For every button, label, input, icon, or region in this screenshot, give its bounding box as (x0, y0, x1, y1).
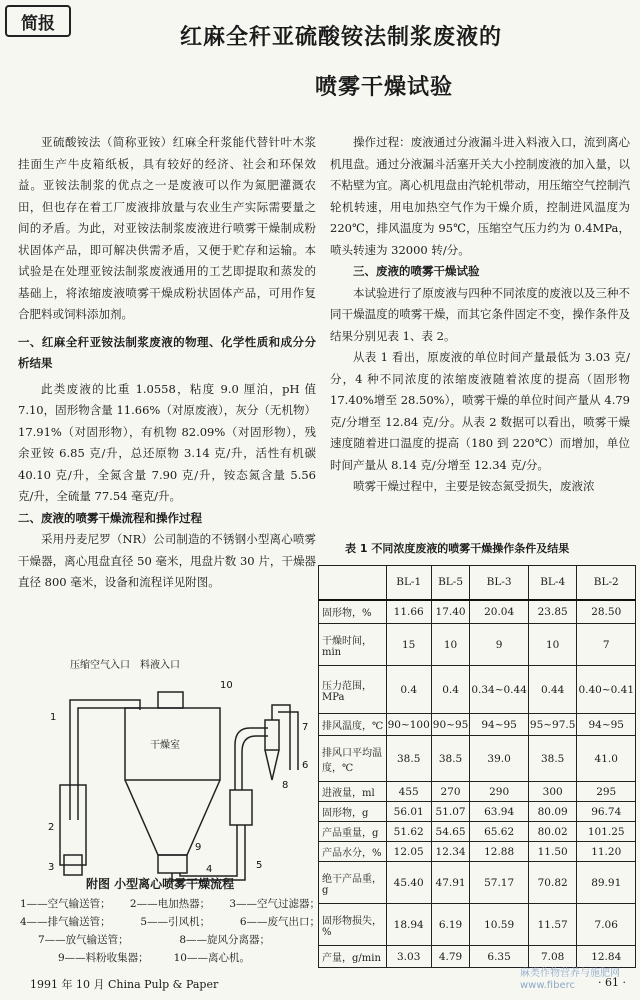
table-cell: 10 (431, 624, 470, 666)
table-row-label: 固形物损失，% (319, 904, 387, 946)
section3-heading: 三、废液的喷雾干燥试验 (353, 264, 480, 278)
fig-number-8: 8 (282, 780, 289, 791)
section3-paragraph3: 喷雾干燥过程中，主要是铵态氮受损失，废液浓 (353, 479, 595, 493)
table-cell: 57.17 (470, 862, 529, 904)
journal-footer: 1991 年 10 月 China Pulp & Paper (30, 978, 219, 991)
table-header-cell: BL-3 (470, 566, 529, 600)
legend-item: 2——电加热器； (129, 898, 211, 910)
table-row-label: 绝干产品重，g (319, 862, 387, 904)
table-cell: 0.34~0.44 (470, 666, 529, 714)
table-cell: 63.94 (470, 802, 529, 822)
table-row (319, 666, 636, 714)
table-row-label: 固形物，g (319, 802, 387, 822)
table-cell: 41.0 (577, 736, 636, 782)
fig-number-1: 1 (50, 712, 57, 723)
feed-inlet-label: 料液入口 (140, 660, 180, 671)
table-row (319, 714, 636, 736)
fig-number-3: 3 (48, 862, 55, 873)
table-cell: 11.50 (528, 842, 577, 862)
table-cell: 70.82 (528, 862, 577, 904)
section1-heading: 一、红麻全秆亚铵法制浆废液的物理、化学性质和成分分析结果 (18, 334, 316, 370)
legend-item: 8——旋风分离器； (179, 934, 270, 946)
table-row (319, 862, 636, 904)
section3-paragraph2: 从表 1 看出，原废液的单位时间产量最低为 3.03 克/分，4 种不同浓度的浓缩废液随着浓度的提高（固形物 17.40%增至 28.50%），喷雾干燥的单位时间产量从 4.79 克/分增至 12.84 克/分。从表 2 数据可以看出，喷雾干燥速度随着进口温度的提高（180 到 220℃）而增加，单位时间产量从 8.14 克/分增至 12.34 克/分。 (330, 350, 630, 472)
table-row (319, 624, 636, 666)
section1-paragraph: 此类废液的比重 1.0558，粘度 9.0 厘泊，pH 值 7.10，固形物含量 11.66%（对原废液），灰分（无机物）17.91%（对固形物），有机物 82.09%（对固形物），残余亚铵 6.85 克/升，总还原物 3.14 克/升，活性有机碳 40.10 克/升，全氮含量 7.90 克/升，铵态氮含量 5.56 克/升，全硫量 77.54 毫克/升。 (18, 381, 316, 503)
legend-item: 7——放气输送管； (38, 934, 129, 946)
right-column (330, 132, 630, 498)
table-cell: 270 (431, 782, 470, 802)
table-cell: 0.4 (431, 666, 470, 714)
table-cell: 28.50 (577, 600, 636, 624)
fig-number-2: 2 (48, 822, 55, 833)
table-row-label: 产品水分，% (319, 842, 387, 862)
table-cell: 455 (386, 782, 431, 802)
table-cell: 0.44 (528, 666, 577, 714)
legend-item: 6——废气出口； (239, 916, 320, 928)
table-row-label: 压力范围，MPa (319, 666, 387, 714)
figure-caption: 附图 小型离心喷雾干燥流程 (86, 877, 235, 891)
table-header-cell (319, 566, 387, 600)
table-cell: 95~97.5 (528, 714, 577, 736)
table-cell: 94~95 (470, 714, 529, 736)
table-cell: 6.35 (470, 946, 529, 968)
induced-draft-fan (230, 790, 252, 825)
table-cell: 7.06 (577, 904, 636, 946)
table-header-cell: BL-4 (528, 566, 577, 600)
table-cell: 38.5 (528, 736, 577, 782)
table-cell: 89.91 (577, 862, 636, 904)
table-cell: 15 (386, 624, 431, 666)
section2-heading: 二、废液的喷雾干燥流程和操作过程 (18, 510, 202, 525)
table-cell: 18.94 (386, 904, 431, 946)
intro-paragraph: 亚硫酸铵法（简称亚铵）红麻全秆浆能代替针叶木浆挂面生产牛皮箱纸板，具有较好的经济、社会和环保效益。亚铵法制浆的优点之一是废液可以作为氮肥灌溉农田，但也存在着工厂废液排放量与农业生产实际需要量之间的矛盾。为此，对亚铵法制浆废液进行喷雾干燥制成粉状固体产品，即可解决供需矛盾，又便于贮存和运输。本试验是在处理亚铵法制浆废液通用的工艺即提取和蒸发的基础上，将浓缩废液喷雾干燥成粉状固体产品，可用作复合肥料或饲料添加剂。 (18, 135, 316, 321)
table-cell: 38.5 (386, 736, 431, 782)
table-cell: 54.65 (431, 822, 470, 842)
table-row-label: 产量，g/min (319, 946, 387, 968)
table-cell: 47.91 (431, 862, 470, 904)
table-cell: 51.62 (386, 822, 431, 842)
table-cell: 80.02 (528, 822, 577, 842)
table-row-label: 固形物，% (319, 600, 387, 624)
table-row (319, 600, 636, 624)
section-tag: 简报 (5, 5, 71, 37)
spray-dryer-diagram (30, 650, 315, 885)
section2-paragraph: 采用丹麦尼罗（NR）公司制造的不锈钢小型离心喷雾干燥器，离心甩盘直径 50 毫米，甩盘片数 30 片，干燥器直径 800 毫米，设备和流程详见附图。 (18, 532, 316, 589)
table-row (319, 904, 636, 946)
table-cell: 10 (528, 624, 577, 666)
chamber-label: 干燥室 (150, 740, 180, 751)
table-cell: 290 (470, 782, 529, 802)
table-row-label: 进液量，ml (319, 782, 387, 802)
table-cell: 17.40 (431, 600, 470, 624)
table-cell: 65.62 (470, 822, 529, 842)
table-header-cell: BL-5 (431, 566, 470, 600)
watermark: 麻类作物营养与施肥网 www.fiberc (520, 968, 620, 991)
legend-item: 10——离心机。 (173, 952, 250, 964)
legend-item: 9——料粉收集器； (58, 952, 149, 964)
table-cell: 45.40 (386, 862, 431, 904)
table-cell: 12.88 (470, 842, 529, 862)
table-row-label: 排风口平均温度，℃ (319, 736, 387, 782)
table-header-cell: BL-1 (386, 566, 431, 600)
operation-paragraph: 操作过程：废液通过分液漏斗进入料液入口，流到离心机甩盘。通过分液漏斗活塞开关大小控制废液的加入量，以不粘壁为宜。离心机甩盘由汽轮机带动，用压缩空气控制汽轮机转速，用电加热空气作为干燥介质，控制进风温度为 220℃，排风温度为 95℃，压缩空气压力约为 0.4MPa，喷头转速为 32000 转/分。 (330, 135, 630, 257)
fig-number-5: 5 (256, 860, 263, 871)
table-cell: 94~95 (577, 714, 636, 736)
table1-caption: 表 1 不同浓度废液的喷雾干燥操作条件及结果 (345, 542, 570, 555)
table-cell: 300 (528, 782, 577, 802)
table-cell: 12.84 (577, 946, 636, 968)
article-title-line1: 红麻全秆亚硫酸铵法制浆废液的 (180, 25, 503, 50)
table-row (319, 842, 636, 862)
table-cell: 39.0 (470, 736, 529, 782)
figure-legend (20, 895, 320, 967)
legend-item: 4——排气输送管； (20, 916, 111, 928)
section3-paragraph1: 本试验进行了原废液与四种不同浓度的废液以及三种不同干燥温度的喷雾干燥，而其它条件固定不变，操作条件及结果分别见表 1、表 2。 (330, 285, 630, 343)
table-cell: 9 (470, 624, 529, 666)
table-cell: 11.66 (386, 600, 431, 624)
table-cell: 12.34 (431, 842, 470, 862)
table-row (319, 736, 636, 782)
left-column (18, 132, 316, 594)
powder-collector (158, 855, 187, 873)
cyclone-separator (265, 720, 279, 750)
table-cell: 23.85 (528, 600, 577, 624)
table-header-cell: BL-2 (577, 566, 636, 600)
legend-item: 5——引风机； (140, 916, 211, 928)
table-row-label: 排风温度，℃ (319, 714, 387, 736)
table-cell: 0.40~0.41 (577, 666, 636, 714)
table-cell: 80.09 (528, 802, 577, 822)
table-cell: 10.59 (470, 904, 529, 946)
page-number: · 61 · (598, 976, 626, 989)
table-row (319, 782, 636, 802)
table-cell: 38.5 (431, 736, 470, 782)
table-cell: 7.08 (528, 946, 577, 968)
table-cell: 90~100 (386, 714, 431, 736)
centrifuge (158, 692, 183, 708)
table-cell: 11.57 (528, 904, 577, 946)
air-inlet-label: 压缩空气入口 (70, 660, 130, 671)
table-cell: 7 (577, 624, 636, 666)
fig-number-4: 4 (206, 864, 213, 875)
table-row-label: 产品重量，g (319, 822, 387, 842)
table-cell: 101.25 (577, 822, 636, 842)
table-cell: 12.05 (386, 842, 431, 862)
table-cell: 295 (577, 782, 636, 802)
fig-number-9: 9 (195, 842, 202, 853)
table-row (319, 822, 636, 842)
fig-number-7: 7 (302, 722, 309, 733)
table-cell: 56.01 (386, 802, 431, 822)
table-cell: 6.19 (431, 904, 470, 946)
table-row (319, 802, 636, 822)
table-cell: 3.03 (386, 946, 431, 968)
fig-number-10: 10 (220, 680, 233, 691)
electric-heater (60, 785, 86, 865)
table-cell: 96.74 (577, 802, 636, 822)
table-cell: 4.79 (431, 946, 470, 968)
article-title-line2: 喷雾干燥试验 (315, 75, 454, 100)
table1 (318, 565, 636, 968)
table-cell: 90~95 (431, 714, 470, 736)
table-cell: 20.04 (470, 600, 529, 624)
table-cell: 11.20 (577, 842, 636, 862)
table-row-label: 干燥时间，min (319, 624, 387, 666)
legend-item: 3——空气过滤器； (229, 898, 320, 910)
legend-item: 1——空气输送管； (20, 898, 111, 910)
table-cell: 51.07 (431, 802, 470, 822)
table-row (319, 946, 636, 968)
table-cell: 0.4 (386, 666, 431, 714)
fig-number-6: 6 (302, 760, 309, 771)
